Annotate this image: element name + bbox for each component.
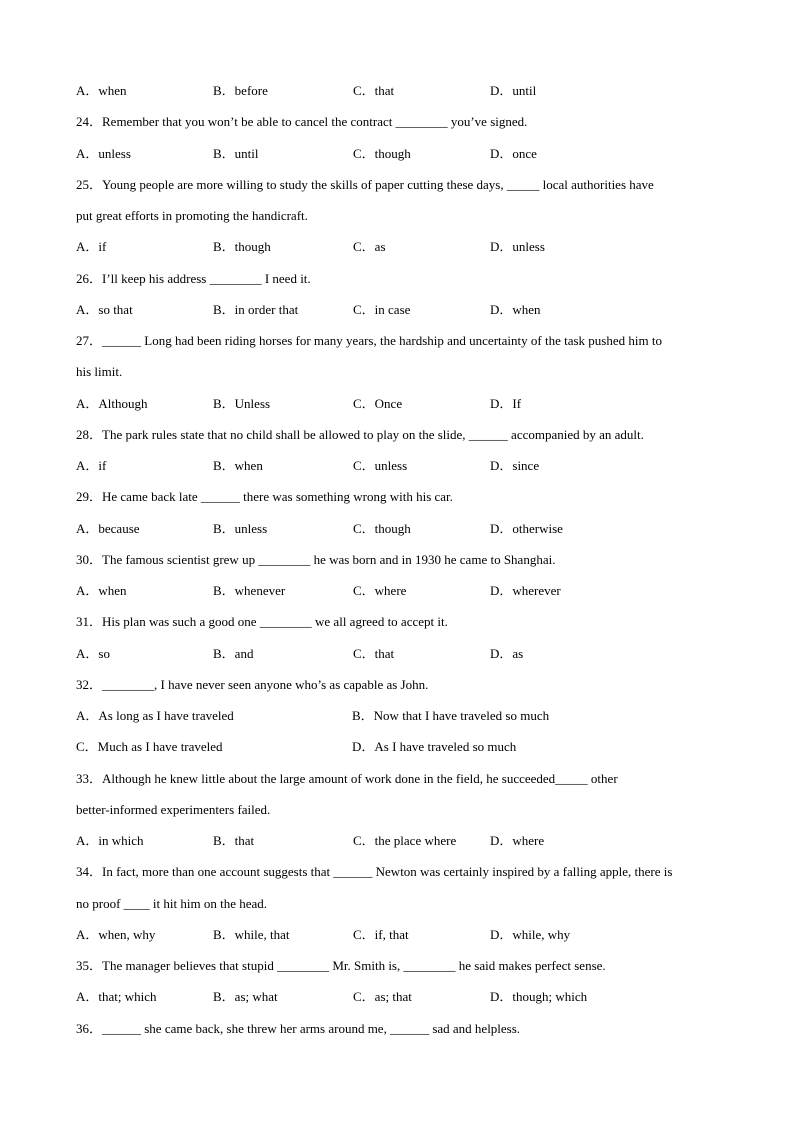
answer-option-d: D．As I have traveled so much	[352, 739, 517, 755]
answer-option-a: A．because	[76, 520, 140, 536]
question-text-line: 25．Young people are more willing to study the skills of paper cutting these days, _____ local authorities have	[76, 176, 654, 192]
answer-option-d: D．while, why	[490, 926, 571, 942]
answer-options-row	[76, 457, 726, 475]
question-text-line: 32．________, I have never seen anyone who’s as capable as John.	[76, 676, 429, 692]
answer-option-a: A．if	[76, 458, 107, 473]
answer-option-a: A．when	[76, 583, 127, 598]
question-text-line: 29．He came back late ______ there was something wrong with his car.	[76, 489, 453, 505]
answer-option-d: D．wherever	[490, 583, 561, 598]
question-text-line: no proof ____ it hit him on the head.	[76, 895, 268, 911]
answer-option-d: D．since	[490, 458, 540, 473]
answer-option-a: A．when, why	[76, 926, 156, 942]
answer-option-c: C．as	[353, 239, 386, 255]
answer-options-row	[76, 645, 726, 663]
answer-option-c: C．unless	[353, 458, 408, 473]
answer-option-b: B．that	[213, 833, 255, 848]
answer-options-row	[76, 926, 726, 944]
answer-option-b: B．while, that	[213, 926, 290, 942]
answer-option-c: C．as; that	[353, 989, 412, 1005]
question-text-line: 28．The park rules state that no child shall be allowed to play on the slide, ______ accompanied by an adult.	[76, 426, 644, 442]
answer-option-c: C．where	[353, 583, 407, 598]
answer-options-row	[76, 582, 726, 600]
answer-option-b: B．when	[213, 458, 263, 473]
question-text-line: 33．Although he knew little about the large amount of work done in the field, he succeeded_____ other	[76, 770, 618, 786]
question-text-line: put great efforts in promoting the handicraft.	[76, 208, 308, 223]
answer-options-row	[76, 520, 726, 538]
answer-option-c: C．though	[353, 520, 411, 536]
answer-options-row	[76, 832, 726, 850]
question-text-line: 24．Remember that you won’t be able to cancel the contract ________ you’ve signed.	[76, 114, 528, 130]
question-text-line: 27．______ Long had been riding horses for many years, the hardship and uncertainty of the task pushed him to	[76, 333, 662, 348]
answer-option-c: C．that	[353, 83, 395, 98]
answer-option-c: C．Once	[353, 395, 403, 411]
answer-options-wide-row	[76, 738, 726, 756]
answer-option-d: D．where	[490, 833, 545, 848]
answer-option-a: A．unless	[76, 145, 131, 161]
answer-option-a: A．so	[76, 645, 110, 661]
answer-option-c: C．if, that	[353, 926, 409, 942]
answer-option-a: A．that; which	[76, 989, 157, 1005]
question-text-line: better-informed experimenters failed.	[76, 801, 271, 817]
answer-option-a: A．Although	[76, 395, 148, 411]
answer-option-a: A．so that	[76, 301, 133, 317]
answer-option-b: B．in order that	[213, 301, 299, 317]
answer-option-b: B．and	[213, 645, 254, 661]
question-text-line: 35．The manager believes that stupid ________ Mr. Smith is, ________ he said makes perfect sense.	[76, 958, 606, 973]
answer-option-a: A．if	[76, 239, 107, 255]
answer-options-row	[76, 988, 726, 1006]
question-text-line: 26．I’ll keep his address ________ I need it.	[76, 270, 311, 286]
question-text-line: 30．The famous scientist grew up ________ he was born and in 1930 he came to Shanghai.	[76, 551, 556, 567]
answer-option-d: D．If	[490, 395, 522, 411]
answer-option-d: D．when	[490, 301, 541, 317]
question-text-line: his limit.	[76, 364, 123, 380]
answer-options-wide-row	[76, 707, 726, 725]
answer-options-row	[76, 395, 726, 413]
answer-option-b: B．though	[213, 239, 271, 255]
question-text-line: 31．His plan was such a good one ________ we all agreed to accept it.	[76, 614, 448, 630]
answer-option-c: C．the place where	[353, 833, 457, 848]
answer-option-b: B．unless	[213, 520, 268, 536]
answer-option-d: D．until	[490, 83, 537, 98]
answer-option-d: D．as	[490, 645, 524, 661]
answer-options-row	[76, 238, 726, 256]
answer-option-d: D．otherwise	[490, 520, 563, 536]
answer-option-c: C．though	[353, 145, 411, 161]
answer-option-c: C．Much as I have traveled	[76, 739, 223, 755]
answer-options-row	[76, 82, 726, 100]
answer-option-c: C．in case	[353, 301, 411, 317]
answer-option-b: B．as; what	[213, 989, 278, 1005]
question-text-line: 34．In fact, more than one account suggests that ______ Newton was certainly inspired by a falling apple, there is	[76, 864, 673, 880]
answer-option-d: D．though; which	[490, 989, 588, 1005]
answer-option-b: B．Unless	[213, 395, 271, 411]
answer-option-c: C．that	[353, 645, 395, 661]
answer-option-b: B．whenever	[213, 583, 286, 598]
answer-option-b: B．before	[213, 83, 268, 98]
answer-option-d: D．once	[490, 145, 537, 161]
answer-option-a: A．when	[76, 83, 127, 98]
answer-options-row	[76, 301, 726, 319]
answer-option-d: D．unless	[490, 239, 545, 255]
question-text-line: 36．______ she came back, she threw her arms around me, ______ sad and helpless.	[76, 1020, 521, 1036]
answer-option-a: A．in which	[76, 833, 144, 848]
answer-option-b: B．Now that I have traveled so much	[352, 708, 550, 723]
answer-options-row	[76, 145, 726, 163]
answer-option-b: B．until	[213, 145, 259, 161]
answer-option-a: A．As long as I have traveled	[76, 708, 234, 723]
